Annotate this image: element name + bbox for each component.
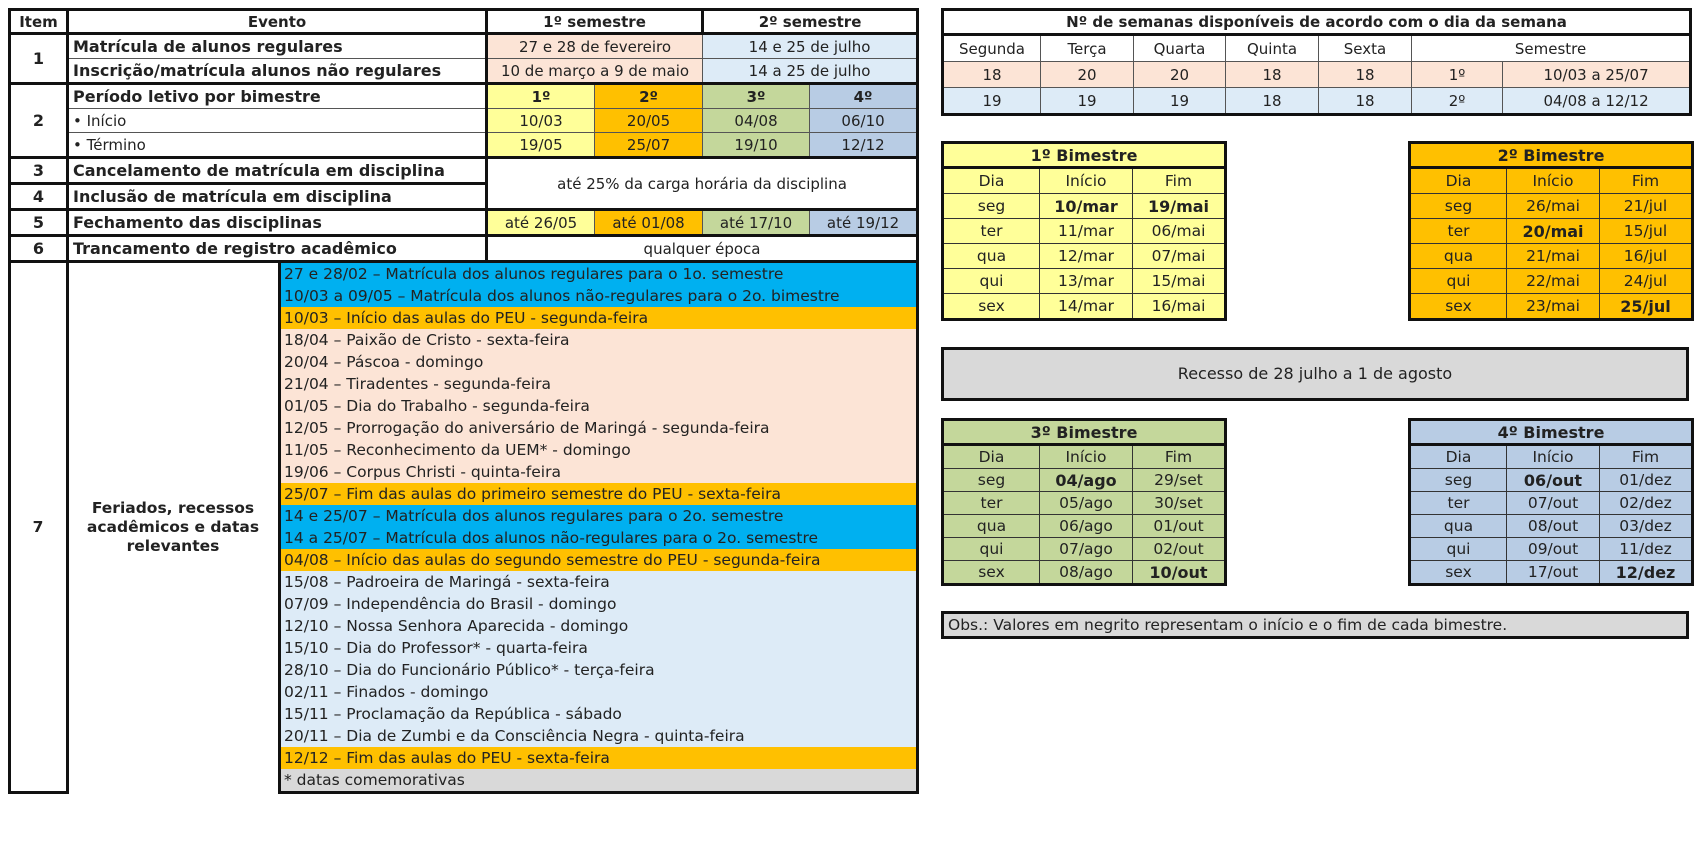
row-5 (10, 210, 918, 236)
bim-start: 11/mar (1040, 219, 1133, 244)
row-2-inicio (10, 109, 918, 133)
bim-day: sex (1410, 561, 1507, 585)
sem2-value: 14 e 25 de julho (703, 34, 918, 59)
row-3 (10, 158, 918, 184)
event-item: 27 e 28/02 – Matrícula dos alunos regulares para o 1o. semestre (280, 262, 918, 286)
bimester-title: 2º Bimestre (1410, 143, 1693, 168)
bim-start: 07/out (1507, 492, 1600, 515)
bim-day: sex (943, 561, 1040, 585)
event-label: Matrícula de alunos regulares (68, 34, 487, 59)
bim-day: seg (943, 194, 1040, 219)
weeks-period: 10/03 a 25/07 (1503, 62, 1691, 88)
weeks-sem: 2º (1412, 88, 1503, 115)
bim-end: 07/mai (1133, 244, 1226, 269)
bim-end: 25/jul (1600, 294, 1693, 320)
bim-end: 30/set (1133, 492, 1226, 515)
bim-day: qui (1410, 538, 1507, 561)
weeks-cell: 18 (1319, 88, 1412, 115)
weeks-sem: 1º (1412, 62, 1503, 88)
item-number: 3 (10, 158, 68, 184)
close-bim-2: até 01/08 (595, 210, 703, 236)
weeks-row-1 (943, 62, 1691, 88)
bim-start: 08/out (1507, 515, 1600, 538)
bim-start: 09/out (1507, 538, 1600, 561)
row-1b (10, 59, 918, 84)
close-bim-3: até 17/10 (703, 210, 810, 236)
event-label: Período letivo por bimestre (68, 84, 487, 109)
sem1-value: 10 de março a 9 de maio (487, 59, 703, 84)
bim-day: sex (943, 294, 1040, 320)
bim-end: 02/out (1133, 538, 1226, 561)
row-6 (10, 236, 918, 262)
event-item: 11/05 – Reconhecimento da UEM* - domingo (280, 439, 918, 461)
event-item: 15/08 – Padroeira de Maringá - sexta-feira (280, 571, 918, 593)
event-item: 12/05 – Prorrogação do aniversário de Maringá - segunda-feira (280, 417, 918, 439)
bim-4-header: 4º (810, 84, 918, 109)
bim-header: Dia (943, 168, 1040, 194)
bimester-title: 1º Bimestre (943, 143, 1226, 168)
event-item: 15/10 – Dia do Professor* - quarta-feira (280, 637, 918, 659)
bim-day: qui (943, 538, 1040, 561)
bim-1-header: 1º (487, 84, 595, 109)
event-item: 01/05 – Dia do Trabalho - segunda-feira (280, 395, 918, 417)
holidays-label: Feriados, recessos acadêmicos e datas relevantes (68, 262, 280, 793)
sem1-value: 27 e 28 de fevereiro (487, 34, 703, 59)
bimester-1-table (941, 141, 1227, 321)
header-item: Item (10, 10, 68, 34)
event-item: 10/03 a 09/05 – Matrícula dos alunos não-regulares para o 2o. bimestre (280, 285, 918, 307)
bim-end: 16/jul (1600, 244, 1693, 269)
bim-day: ter (1410, 492, 1507, 515)
weeks-header: Sexta (1319, 35, 1412, 62)
event-item: 21/04 – Tiradentes - segunda-feira (280, 373, 918, 395)
inicio-bim-1: 10/03 (487, 109, 595, 133)
event-item: 04/08 – Início das aulas do segundo semestre do PEU - segunda-feira (280, 549, 918, 571)
bim-end: 11/dez (1600, 538, 1693, 561)
bim-start: 22/mai (1507, 269, 1600, 294)
bim-day: qui (1410, 269, 1507, 294)
event-item: 19/06 – Corpus Christi - quinta-feira (280, 461, 918, 483)
bim-header: Início (1507, 445, 1600, 469)
bim-start: 12/mar (1040, 244, 1133, 269)
weeks-cell: 19 (943, 88, 1041, 115)
termino-bim-4: 12/12 (810, 133, 918, 158)
bim-header: Fim (1133, 445, 1226, 469)
event-item: 12/10 – Nossa Senhora Aparecida - domingo (280, 615, 918, 637)
bim-end: 19/mai (1133, 194, 1226, 219)
bim-end: 12/dez (1600, 561, 1693, 585)
close-bim-4: até 19/12 (810, 210, 918, 236)
bimester-4-table (1408, 418, 1694, 586)
header-sem2: 2º semestre (703, 10, 918, 34)
bim-start: 04/ago (1040, 469, 1133, 492)
bim-day: qua (1410, 515, 1507, 538)
bim-end: 24/jul (1600, 269, 1693, 294)
bim-header: Início (1040, 445, 1133, 469)
bimester-3-table (941, 418, 1227, 586)
bim-end: 29/set (1133, 469, 1226, 492)
inicio-bim-4: 06/10 (810, 109, 918, 133)
bim-day: qua (943, 244, 1040, 269)
event-label: Fechamento das disciplinas (68, 210, 487, 236)
bim-header: Dia (943, 445, 1040, 469)
item-number: 5 (10, 210, 68, 236)
bim-day: seg (1410, 469, 1507, 492)
bim-start: 26/mai (1507, 194, 1600, 219)
weeks-title: Nº de semanas disponíveis de acordo com o dia da semana (943, 10, 1691, 35)
bimester-title: 3º Bimestre (943, 420, 1226, 445)
event-label: Cancelamento de matrícula em disciplina (68, 158, 487, 184)
weeks-header: Quinta (1226, 35, 1319, 62)
weeks-header: Terça (1041, 35, 1134, 62)
bim-start: 23/mai (1507, 294, 1600, 320)
bim-day: seg (1410, 194, 1507, 219)
bim-start: 17/out (1507, 561, 1600, 585)
bim-day: ter (943, 492, 1040, 515)
item-number: 7 (10, 262, 68, 793)
weeks-cell: 18 (1226, 62, 1319, 88)
bim-end: 03/dez (1600, 515, 1693, 538)
bim-start: 06/out (1507, 469, 1600, 492)
bim-day: qua (943, 515, 1040, 538)
bim-header: Dia (1410, 445, 1507, 469)
termino-bim-3: 19/10 (703, 133, 810, 158)
header-evento: Evento (68, 10, 487, 34)
item-number: 4 (10, 184, 68, 210)
weeks-cell: 20 (1134, 62, 1226, 88)
bim-start: 06/ago (1040, 515, 1133, 538)
event-item: 10/03 – Início das aulas do PEU - segunda-feira (280, 307, 918, 329)
bim-header: Dia (1410, 168, 1507, 194)
event-item: 14 a 25/07 – Matrícula dos alunos não-regulares para o 2o. semestre (280, 527, 918, 549)
bim-start: 05/ago (1040, 492, 1133, 515)
bim-day: ter (943, 219, 1040, 244)
weeks-cell: 18 (1319, 62, 1412, 88)
bim-start: 08/ago (1040, 561, 1133, 585)
item-number: 2 (10, 84, 68, 158)
bim-end: 01/out (1133, 515, 1226, 538)
termino-label: • Término (68, 133, 487, 158)
bim-2-header: 2º (595, 84, 703, 109)
weeks-available-table (941, 8, 1692, 116)
bim-end: 01/dez (1600, 469, 1693, 492)
bim-header: Fim (1600, 168, 1693, 194)
event-item: 28/10 – Dia do Funcionário Público* - terça-feira (280, 659, 918, 681)
item-number: 6 (10, 236, 68, 262)
recess-banner: Recesso de 28 julho a 1 de agosto (941, 347, 1689, 401)
event-item: 20/04 – Páscoa - domingo (280, 351, 918, 373)
bim-header: Fim (1600, 445, 1693, 469)
footnote: * datas comemorativas (280, 769, 918, 793)
event-item: 12/12 – Fim das aulas do PEU - sexta-feira (280, 747, 918, 769)
bim-header: Fim (1133, 168, 1226, 194)
bim-end: 15/jul (1600, 219, 1693, 244)
sem2-value: 14 a 25 de julho (703, 59, 918, 84)
event-item: 18/04 – Paixão de Cristo - sexta-feira (280, 329, 918, 351)
row-2-termino (10, 133, 918, 158)
header-sem1: 1º semestre (487, 10, 703, 34)
event-item: 14 e 25/07 – Matrícula dos alunos regulares para o 2o. semestre (280, 505, 918, 527)
bim-end: 06/mai (1133, 219, 1226, 244)
observation-note: Obs.: Valores em negrito representam o início e o fim de cada bimestre. (941, 611, 1689, 639)
event-item: 20/11 – Dia de Zumbi e da Consciência Negra - quinta-feira (280, 725, 918, 747)
weeks-cell: 19 (1041, 88, 1134, 115)
lock-value: qualquer época (487, 236, 918, 262)
cancel-include-value: até 25% da carga horária da disciplina (487, 158, 918, 210)
inicio-bim-2: 20/05 (595, 109, 703, 133)
bim-header: Início (1507, 168, 1600, 194)
weeks-header: Semestre (1412, 35, 1691, 62)
bim-day: qui (943, 269, 1040, 294)
weeks-cell: 18 (943, 62, 1041, 88)
inicio-bim-3: 04/08 (703, 109, 810, 133)
termino-bim-2: 25/07 (595, 133, 703, 158)
bim-start: 10/mar (1040, 194, 1133, 219)
weeks-period: 04/08 a 12/12 (1503, 88, 1691, 115)
row-1a (10, 34, 918, 59)
bim-3-header: 3º (703, 84, 810, 109)
bim-end: 15/mai (1133, 269, 1226, 294)
bim-end: 10/out (1133, 561, 1226, 585)
bim-day: seg (943, 469, 1040, 492)
event-item: 25/07 – Fim das aulas do primeiro semestre do PEU - sexta-feira (280, 483, 918, 505)
bim-start: 21/mai (1507, 244, 1600, 269)
event-label: Inscrição/matrícula alunos não regulares (68, 59, 487, 84)
weeks-header: Segunda (943, 35, 1041, 62)
event-item: 02/11 – Finados - domingo (280, 681, 918, 703)
bim-start: 13/mar (1040, 269, 1133, 294)
item-number: 1 (10, 34, 68, 84)
bim-header: Início (1040, 168, 1133, 194)
close-bim-1: até 26/05 (487, 210, 595, 236)
termino-bim-1: 19/05 (487, 133, 595, 158)
bim-day: qua (1410, 244, 1507, 269)
weeks-row-2 (943, 88, 1691, 115)
bim-start: 14/mar (1040, 294, 1133, 320)
weeks-cell: 18 (1226, 88, 1319, 115)
bim-start: 20/mai (1507, 219, 1600, 244)
bim-end: 16/mai (1133, 294, 1226, 320)
bim-end: 21/jul (1600, 194, 1693, 219)
academic-calendar-table (8, 8, 919, 794)
row-2-header (10, 84, 918, 109)
bim-day: ter (1410, 219, 1507, 244)
bimester-title: 4º Bimestre (1410, 420, 1693, 445)
row-7-first (10, 262, 918, 286)
weeks-header: Quarta (1134, 35, 1226, 62)
bimester-2-table (1408, 141, 1694, 321)
bim-start: 07/ago (1040, 538, 1133, 561)
bim-day: sex (1410, 294, 1507, 320)
event-item: 07/09 – Independência do Brasil - domingo (280, 593, 918, 615)
event-label: Inclusão de matrícula em disciplina (68, 184, 487, 210)
bim-end: 02/dez (1600, 492, 1693, 515)
weeks-cell: 20 (1041, 62, 1134, 88)
inicio-label: • Início (68, 109, 487, 133)
event-item: 15/11 – Proclamação da República - sábado (280, 703, 918, 725)
event-label: Trancamento de registro acadêmico (68, 236, 487, 262)
weeks-cell: 19 (1134, 88, 1226, 115)
header-row (10, 10, 918, 34)
